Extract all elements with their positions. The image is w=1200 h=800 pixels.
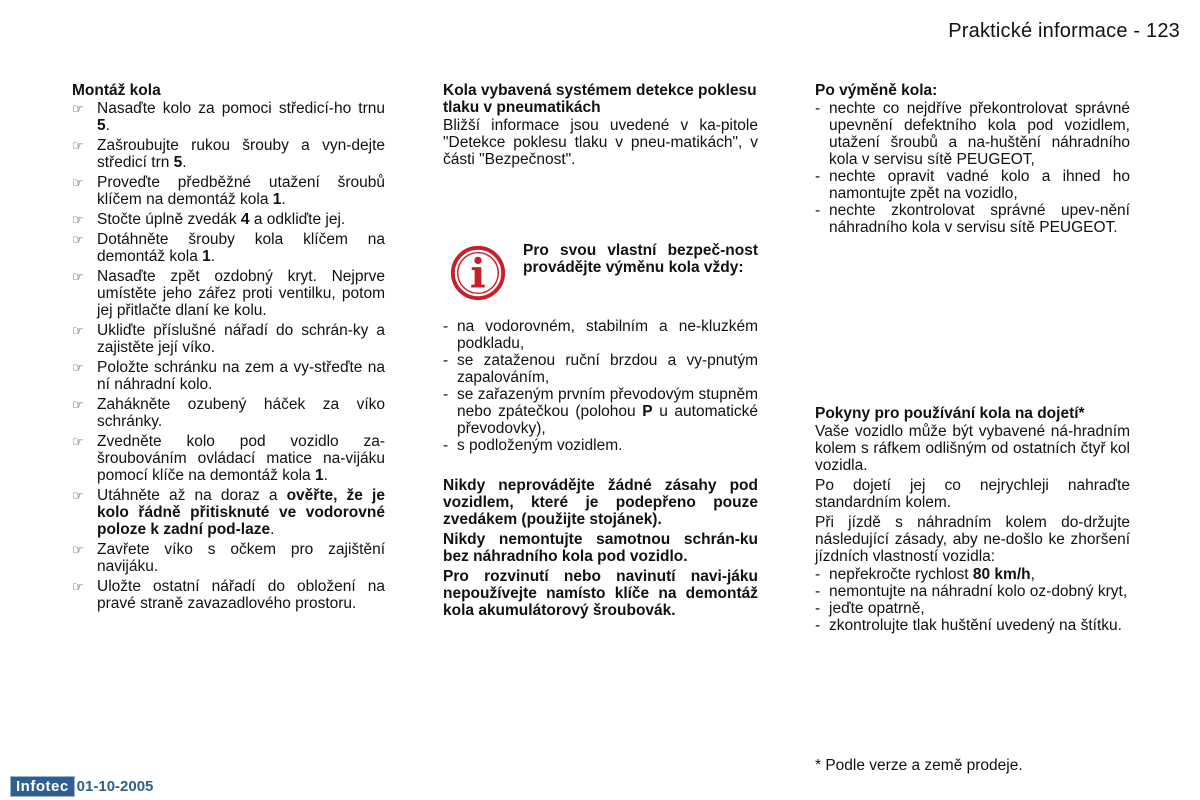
- spare-wheel-paragraph: Při jízdě s náhradním kolem do-držujte následující zásady, aby ne-došlo ke zhoršení jízdních vlastností vozidla:: [815, 514, 1130, 565]
- mounting-step: ☞ Nasaďte zpět ozdobný kryt. Nejprve umístěte jeho zářez proti ventilku, potom jej přitlačte dlaní ke kolu.: [72, 268, 385, 319]
- hand-pointer-icon: ☞: [72, 397, 84, 412]
- mounting-step: ☞ Stočte úplně zvedák 4 a odkliďte jej.: [72, 211, 346, 228]
- hand-pointer-icon: ☞: [72, 101, 84, 116]
- hand-pointer-icon: ☞: [72, 138, 84, 153]
- print-date: 01-10-2005: [76, 777, 154, 795]
- spare-wheel-paragraph: Po dojetí jej co nejrychleji nahraďte standardním kolem.: [815, 477, 1130, 511]
- info-icon: [449, 244, 507, 302]
- warning-paragraph: Nikdy neprovádějte žádné zásahy pod vozidlem, které je podepřeno pouze zvedákem (použijte stojánek).: [443, 477, 758, 528]
- pressure-intro-text: Bližší informace jsou uvedené v ka-pitole "Detekce poklesu tlaku v pneu-matikách", v části "Bezpečnost".: [443, 117, 758, 168]
- spare-wheel-rule: - nepřekročte rychlost 80 km/h,: [815, 566, 1130, 583]
- section-title-pressure-detection: Kola vybavená systémem detekce poklesu tlaku v pneumatikách: [443, 82, 757, 116]
- bold-emphasis: 1: [314, 467, 324, 484]
- spare-wheel-rule: - zkontrolujte tlak huštění uvedený na štítku.: [815, 617, 1130, 634]
- hand-pointer-icon: ☞: [72, 212, 84, 227]
- spare-wheel-rules-list: [815, 566, 1130, 634]
- bold-emphasis: 1: [202, 248, 211, 265]
- bold-emphasis: 80 km/h: [972, 566, 1031, 583]
- safety-warning-text: Pro svou vlastní bezpeč-nost provádějte výměnu kola vždy:: [523, 242, 758, 276]
- mounting-step: ☞ Uložte ostatní nářadí do obložení na pravé straně zavazadlového prostoru.: [72, 578, 385, 612]
- warning-paragraph: Nikdy nemontujte samotnou schrán-ku bez náhradního kola pod vozidlo.: [443, 531, 758, 565]
- hand-pointer-icon: ☞: [72, 579, 84, 594]
- section-title-spare-wheel: Pokyny pro používání kola na dojetí*: [815, 405, 1085, 422]
- bold-emphasis: 5: [173, 154, 183, 171]
- safety-condition: - se zataženou ruční brzdou a vy-pnutým zapalováním,: [443, 352, 758, 386]
- spare-wheel-section: [815, 405, 1130, 634]
- hand-pointer-icon: ☞: [72, 323, 84, 338]
- safety-condition: - se zařazeným prvním převodovým stupněm nebo zpátečkou (polohou P u automatické převodovky),: [443, 386, 758, 437]
- footnote: * Podle verze a země prodeje.: [815, 757, 1023, 774]
- bold-emphasis: 5: [97, 117, 106, 134]
- hand-pointer-icon: ☞: [72, 269, 84, 284]
- list-item: - nechte opravit vadné kolo a ihned ho namontujte zpět na vozidlo,: [815, 168, 1130, 202]
- column-pressure: [443, 82, 758, 619]
- spare-wheel-paragraph: Vaše vozidlo může být vybavené ná-hradním kolem s ráfkem odlišným od ostatních čtyř kol vozidla.: [815, 423, 1130, 474]
- hand-pointer-icon: ☞: [72, 434, 84, 449]
- list-item: - nechte co nejdříve překontrolovat správné upevnění defektního kola pod vozidlem, utažení šroubů a na-huštění náhradního kola v servisu sítě PEUGEOT,: [815, 100, 1130, 168]
- mounting-step: ☞ Dotáhněte šrouby kola klíčem na demontáž kola 1.: [72, 231, 385, 265]
- mounting-step: ☞ Proveďte předběžné utažení šroubů klíčem na demontáž kola 1.: [72, 174, 385, 208]
- infotec-logo: Infotec: [10, 776, 75, 797]
- bold-emphasis: ověřte, že je kolo řádně přitisknuté ve vodorovné poloze k zadní pod-laze: [97, 487, 385, 538]
- hand-pointer-icon: ☞: [72, 175, 84, 190]
- safety-condition: - s podloženým vozidlem.: [443, 437, 758, 454]
- bold-emphasis: P: [642, 403, 653, 420]
- list-item: - nechte zkontrolovat správné upev-nění náhradního kola v servisu sítě PEUGEOT.: [815, 202, 1130, 236]
- mounting-step: ☞ Zavřete víko s očkem pro zajištění navijáku.: [72, 541, 385, 575]
- warning-paragraph: Pro rozvinutí nebo navinutí navi-jáku nepoužívejte namísto klíče na demontáž kola akumulátorový šroubovák.: [443, 568, 758, 619]
- bold-emphasis: 4: [240, 211, 250, 228]
- safety-warning-box: [443, 242, 758, 304]
- spare-wheel-rule: - nemontujte na náhradní kolo oz-dobný kryt,: [815, 583, 1130, 600]
- mounting-step: ☞ Ukliďte příslušné nářadí do schrán-ky a zajistěte její víko.: [72, 322, 385, 356]
- spare-wheel-rule: - jeďte opatrně,: [815, 600, 1130, 617]
- section-title-mounting: Montáž kola: [72, 82, 161, 99]
- hand-pointer-icon: ☞: [72, 360, 84, 375]
- safety-condition: - na vodorovném, stabilním a ne-kluzkém podkladu,: [443, 318, 758, 352]
- mounting-step: ☞ Utáhněte až na doraz a ověřte, že je kolo řádně přitisknuté ve vodorovné poloze k zadní pod-laze.: [72, 487, 385, 538]
- safety-conditions-list: [443, 318, 758, 454]
- mounting-step: ☞ Nasaďte kolo za pomoci středicí-ho trnu 5.: [72, 100, 385, 134]
- hand-pointer-icon: ☞: [72, 542, 84, 557]
- warning-paragraphs: [443, 477, 758, 619]
- mounting-step: ☞ Položte schránku na zem a vy-střeďte na ní náhradní kolo.: [72, 359, 385, 393]
- bold-emphasis: 1: [272, 191, 282, 208]
- section-title-after-change: Po výměně kola:: [815, 82, 938, 99]
- mounting-step: ☞ Zvedněte kolo pod vozidlo za-šroubováním ovládací matice na-vijáku pomocí klíče na demontáž kola 1.: [72, 433, 385, 484]
- hand-pointer-icon: ☞: [72, 488, 84, 503]
- mounting-step: ☞ Zašroubujte rukou šrouby a vyn-dejte středicí trn 5.: [72, 137, 385, 171]
- column-mounting: [72, 82, 385, 615]
- column-after-change: [815, 82, 1130, 634]
- mounting-steps-list: [72, 100, 385, 612]
- hand-pointer-icon: ☞: [72, 232, 84, 247]
- page-header: Praktické informace - 123: [948, 20, 1180, 42]
- footer-badge: [10, 776, 153, 796]
- after-change-list: [815, 100, 1130, 236]
- mounting-step: ☞ Zahákněte ozubený háček za víko schránky.: [72, 396, 385, 430]
